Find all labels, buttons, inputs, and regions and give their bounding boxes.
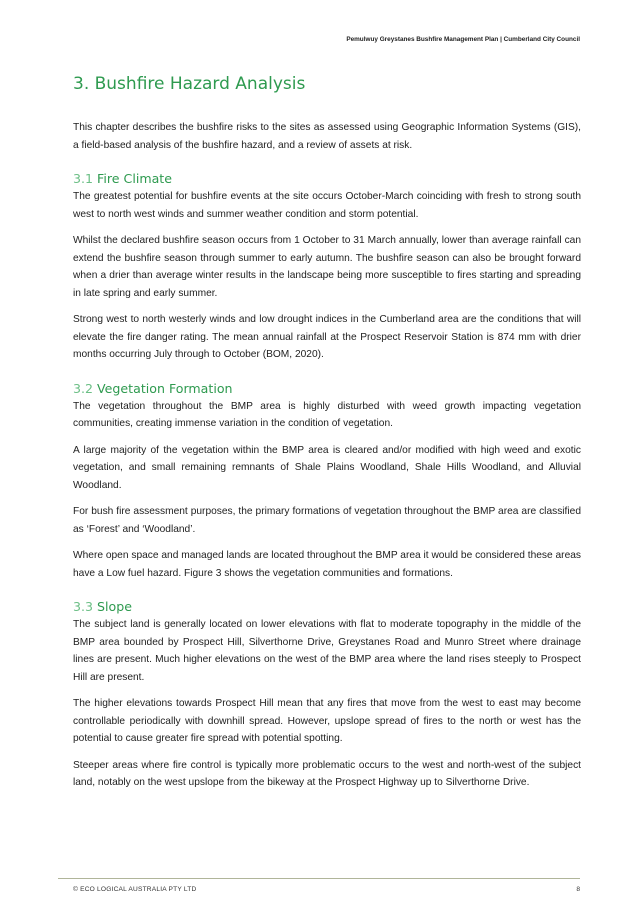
paragraph: The vegetation throughout the BMP area is highly disturbed with weed growth impacting vegetation communities, creating immense variation in the condition of vegetation. bbox=[73, 400, 581, 429]
paragraph: Where open space and managed lands are located throughout the BMP area it would be considered these areas have a Low fuel hazard. Figure 3 shows the vegetation communities and formations. bbox=[73, 550, 581, 579]
running-header: Pemulwuy Greystanes Bushfire Management Plan | Cumberland City Council bbox=[346, 36, 580, 43]
paragraph: Whilst the declared bushfire season occurs from 1 October to 31 March annually, lower than average rainfall can extend the bushfire season through summer to early autumn. The bushfire season can also be brought forward when a drier than average winter results in the landscape being more susceptible to fires starting and spreading in late spring and early summer. bbox=[73, 235, 581, 299]
section-title: Vegetation Formation bbox=[97, 380, 233, 396]
chapter-intro: This chapter describes the bushfire risks to the sites as assessed using Geographic Information Systems (GIS), a field-based analysis of the bushfire hazard, and a review of assets at risk. bbox=[73, 122, 581, 151]
paragraph: The higher elevations towards Prospect Hill mean that any fires that move from the west to east may become controllable periodically with downhill spread. However, upslope spread of fires to the north or west has the potential to cause greater fire spread with potential spotting. bbox=[73, 698, 581, 744]
section-heading-vegetation-formation bbox=[73, 380, 581, 397]
chapter-title: 3. Bushfire Hazard Analysis bbox=[73, 74, 306, 94]
page-content bbox=[73, 72, 581, 792]
paragraph: For bush fire assessment purposes, the primary formations of vegetation throughout the BMP area are classified as ‘Forest’ and ‘Woodland’. bbox=[73, 506, 581, 535]
section-heading-fire-climate bbox=[73, 170, 581, 187]
section-number: 3.2 bbox=[73, 380, 94, 396]
paragraph: Steeper areas where fire control is typically more problematic occurs to the west and north-west of the subject land, notably on the west upslope from the bikeway at the Prospect Highway up to Silverthorne Drive. bbox=[73, 759, 581, 788]
paragraph: A large majority of the vegetation within the BMP area is cleared and/or modified with high weed and exotic vegetation, and small remaining remnants of Shale Plains Woodland, Shale Hills Woodland, and Alluvial Woodland. bbox=[73, 444, 581, 491]
paragraph: The greatest potential for bushfire events at the site occurs October-March coinciding with fresh to strong south west to north west winds and summer weather condition and storm potential. bbox=[73, 191, 581, 220]
paragraph: The subject land is generally located on lower elevations with flat to moderate topography in the middle of the BMP area bounded by Prospect Hill, Silverthorne Drive, Greystanes Road and Munro Street where drainage lines are present. Much higher elevations on the west of the BMP area where the land rises steeply to Prospect Hill are present. bbox=[73, 619, 581, 683]
paragraph: Strong west to north westerly winds and low drought indices in the Cumberland area are the conditions that will elevate the fire danger rating. The mean annual rainfall at the Prospect Reservoir Station is 874 mm with drier months occurring July through to October (BOM, 2020). bbox=[73, 314, 581, 360]
section-title: Slope bbox=[97, 599, 132, 614]
section-number: 3.1 bbox=[73, 171, 94, 186]
section-title: Fire Climate bbox=[97, 171, 172, 186]
section-number: 3.3 bbox=[73, 599, 94, 614]
footer-divider bbox=[58, 878, 580, 879]
section-heading-slope bbox=[73, 598, 581, 615]
page-number: 8 bbox=[576, 886, 580, 893]
footer-copyright: © ECO LOGICAL AUSTRALIA PTY LTD bbox=[73, 886, 197, 893]
